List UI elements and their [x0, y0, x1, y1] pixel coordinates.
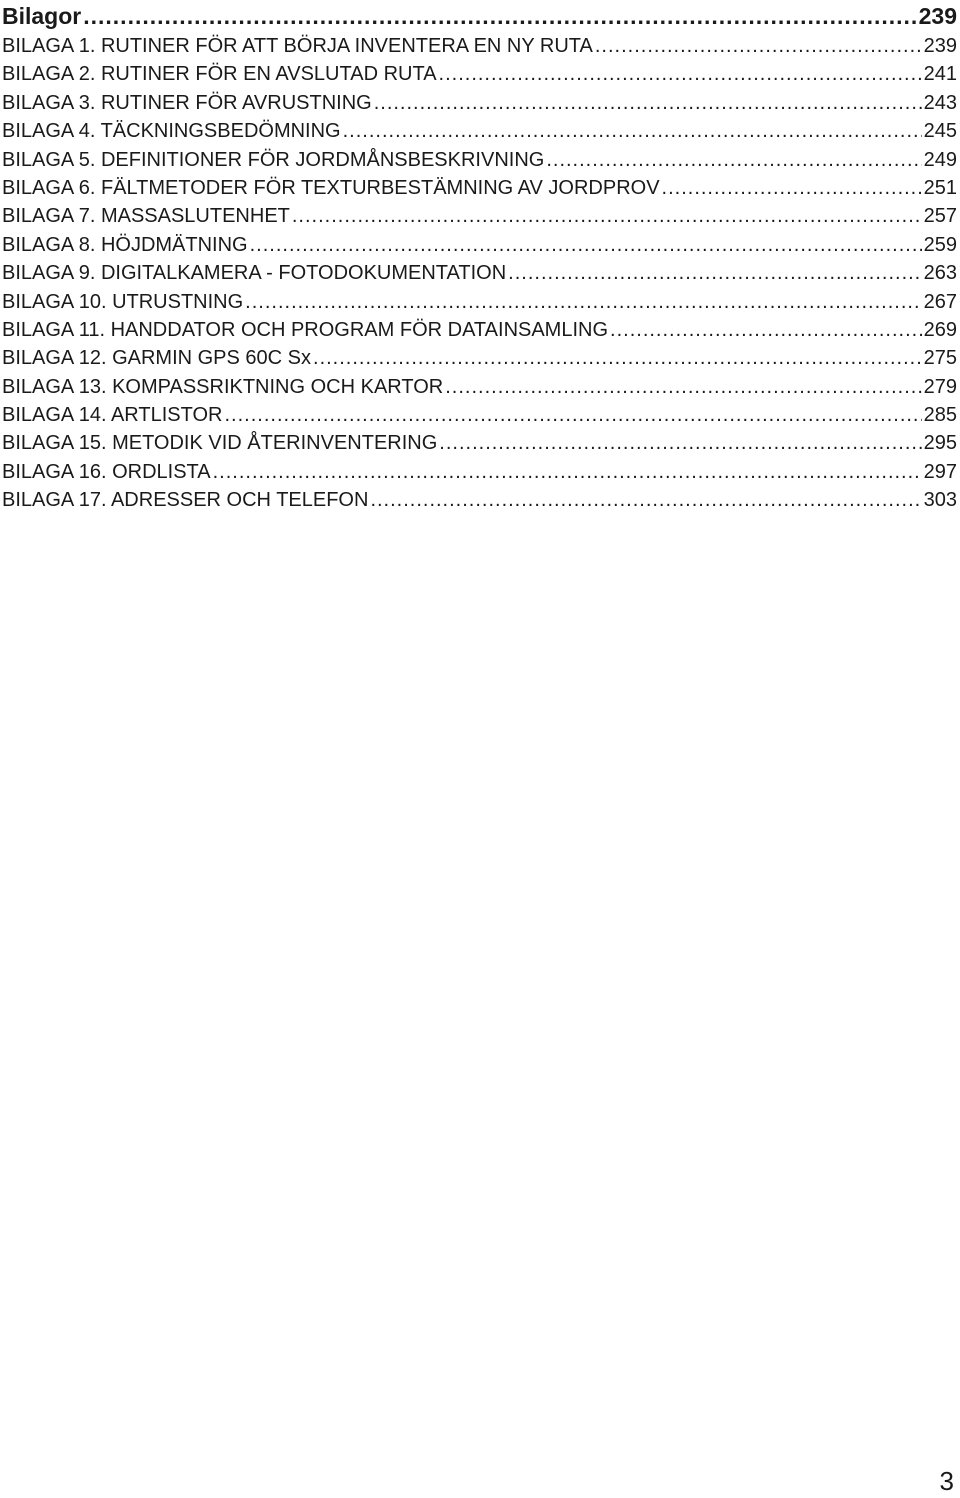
toc-entry-page: 263	[923, 262, 957, 285]
toc-leader	[213, 458, 922, 486]
toc-entry-label: BILAGA 12. GARMIN GPS 60C Sx	[2, 347, 312, 370]
toc-entry-bilaga-8[interactable]	[2, 231, 957, 259]
toc-entry-page: 303	[923, 489, 957, 512]
toc-leader	[224, 401, 921, 429]
toc-leader	[508, 259, 921, 287]
toc-entry-label: BILAGA 10. UTRUSTNING	[2, 290, 244, 313]
toc-leader	[439, 429, 921, 457]
toc-entry-bilaga-4[interactable]	[2, 117, 957, 145]
toc-leader	[439, 60, 922, 88]
toc-entry-label: BILAGA 1. RUTINER FÖR ATT BÖRJA INVENTERA EN NY RUTA	[2, 35, 593, 57]
toc-entry-page: 297	[923, 460, 957, 483]
toc-leader	[595, 32, 922, 60]
toc-entry-page: 249	[923, 148, 957, 171]
toc-leader	[83, 0, 916, 32]
toc-leader	[343, 117, 922, 145]
toc-entry-label: BILAGA 13. KOMPASSRIKTNING OCH KARTOR	[2, 375, 444, 398]
toc-leader	[546, 146, 921, 174]
table-of-contents	[2, 0, 957, 515]
toc-leader	[445, 373, 921, 401]
toc-entry-page: 279	[923, 375, 957, 398]
toc-entry-bilaga-11[interactable]	[2, 316, 957, 344]
toc-entry-bilaga-17[interactable]	[2, 486, 957, 514]
toc-leader	[662, 174, 922, 202]
toc-entry-label: BILAGA 3. RUTINER FÖR AVRUSTNING	[2, 91, 372, 114]
toc-entry-page: 259	[923, 233, 957, 256]
toc-entry-page: 267	[923, 290, 957, 313]
toc-entry-bilaga-16[interactable]	[2, 458, 957, 486]
toc-entry-bilaga-14[interactable]	[2, 401, 957, 429]
toc-entry-label: BILAGA 8. HÖJDMÄTNING	[2, 233, 248, 256]
toc-leader	[374, 89, 922, 117]
toc-entry-label: BILAGA 6. FÄLTMETODER FÖR TEXTURBESTÄMNING AV JORDPROV	[2, 176, 660, 199]
toc-entry-page: 275	[923, 347, 957, 370]
toc-entry-bilaga-13[interactable]	[2, 373, 957, 401]
toc-entry-bilaga-1[interactable]	[2, 32, 957, 60]
toc-entry-page: 251	[923, 176, 957, 199]
toc-entry-page: 241	[923, 63, 957, 86]
page-number: 3	[939, 1466, 954, 1496]
toc-entry-page: 269	[923, 318, 957, 341]
toc-entry-page: 295	[923, 432, 957, 455]
toc-entry-bilaga-9[interactable]	[2, 259, 957, 287]
toc-entry-label: BILAGA 11. HANDDATOR OCH PROGRAM FÖR DATAINSAMLING	[2, 318, 609, 341]
toc-entry-label: BILAGA 16. ORDLISTA	[2, 460, 211, 483]
toc-entry-label: BILAGA 4. TÄCKNINGSBEDÖMNING	[2, 120, 341, 143]
toc-entry-page: 245	[923, 120, 957, 143]
toc-entry-bilaga-6[interactable]	[2, 174, 957, 202]
toc-heading-page: 239	[918, 3, 957, 29]
toc-entry-bilaga-10[interactable]	[2, 288, 957, 316]
toc-entry-label: BILAGA 14. ARTLISTOR	[2, 404, 223, 427]
toc-entry-bilaga-3[interactable]	[2, 89, 957, 117]
toc-entry-label: BILAGA 15. METODIK VID ÅTERINVENTERING	[2, 432, 438, 455]
toc-leader	[250, 231, 922, 259]
toc-entry-bilaga-7[interactable]	[2, 202, 957, 230]
toc-leader	[313, 344, 922, 372]
toc-entry-page: 243	[923, 91, 957, 114]
toc-entries	[2, 32, 957, 515]
toc-heading-label: Bilagor	[2, 3, 82, 29]
toc-heading[interactable]	[2, 0, 957, 32]
toc-entry-page: 257	[923, 205, 957, 228]
toc-entry-label: BILAGA 7. MASSASLUTENHET	[2, 205, 290, 228]
toc-entry-label: BILAGA 2. RUTINER FÖR EN AVSLUTAD RUTA	[2, 63, 437, 86]
toc-entry-bilaga-2[interactable]	[2, 60, 957, 88]
toc-entry-page: 285	[923, 404, 957, 427]
toc-leader	[245, 288, 921, 316]
toc-entry-bilaga-12[interactable]	[2, 344, 957, 372]
toc-leader	[610, 316, 922, 344]
toc-entry-label: BILAGA 5. DEFINITIONER FÖR JORDMÅNSBESKRIVNING	[2, 148, 545, 171]
toc-entry-label: BILAGA 9. DIGITALKAMERA - FOTODOKUMENTATION	[2, 262, 507, 285]
toc-leader	[292, 202, 922, 230]
toc-entry-page: 239	[923, 35, 957, 57]
toc-entry-label: BILAGA 17. ADRESSER OCH TELEFON	[2, 489, 369, 512]
toc-entry-bilaga-15[interactable]	[2, 429, 957, 457]
toc-leader	[370, 486, 921, 514]
toc-entry-bilaga-5[interactable]	[2, 146, 957, 174]
